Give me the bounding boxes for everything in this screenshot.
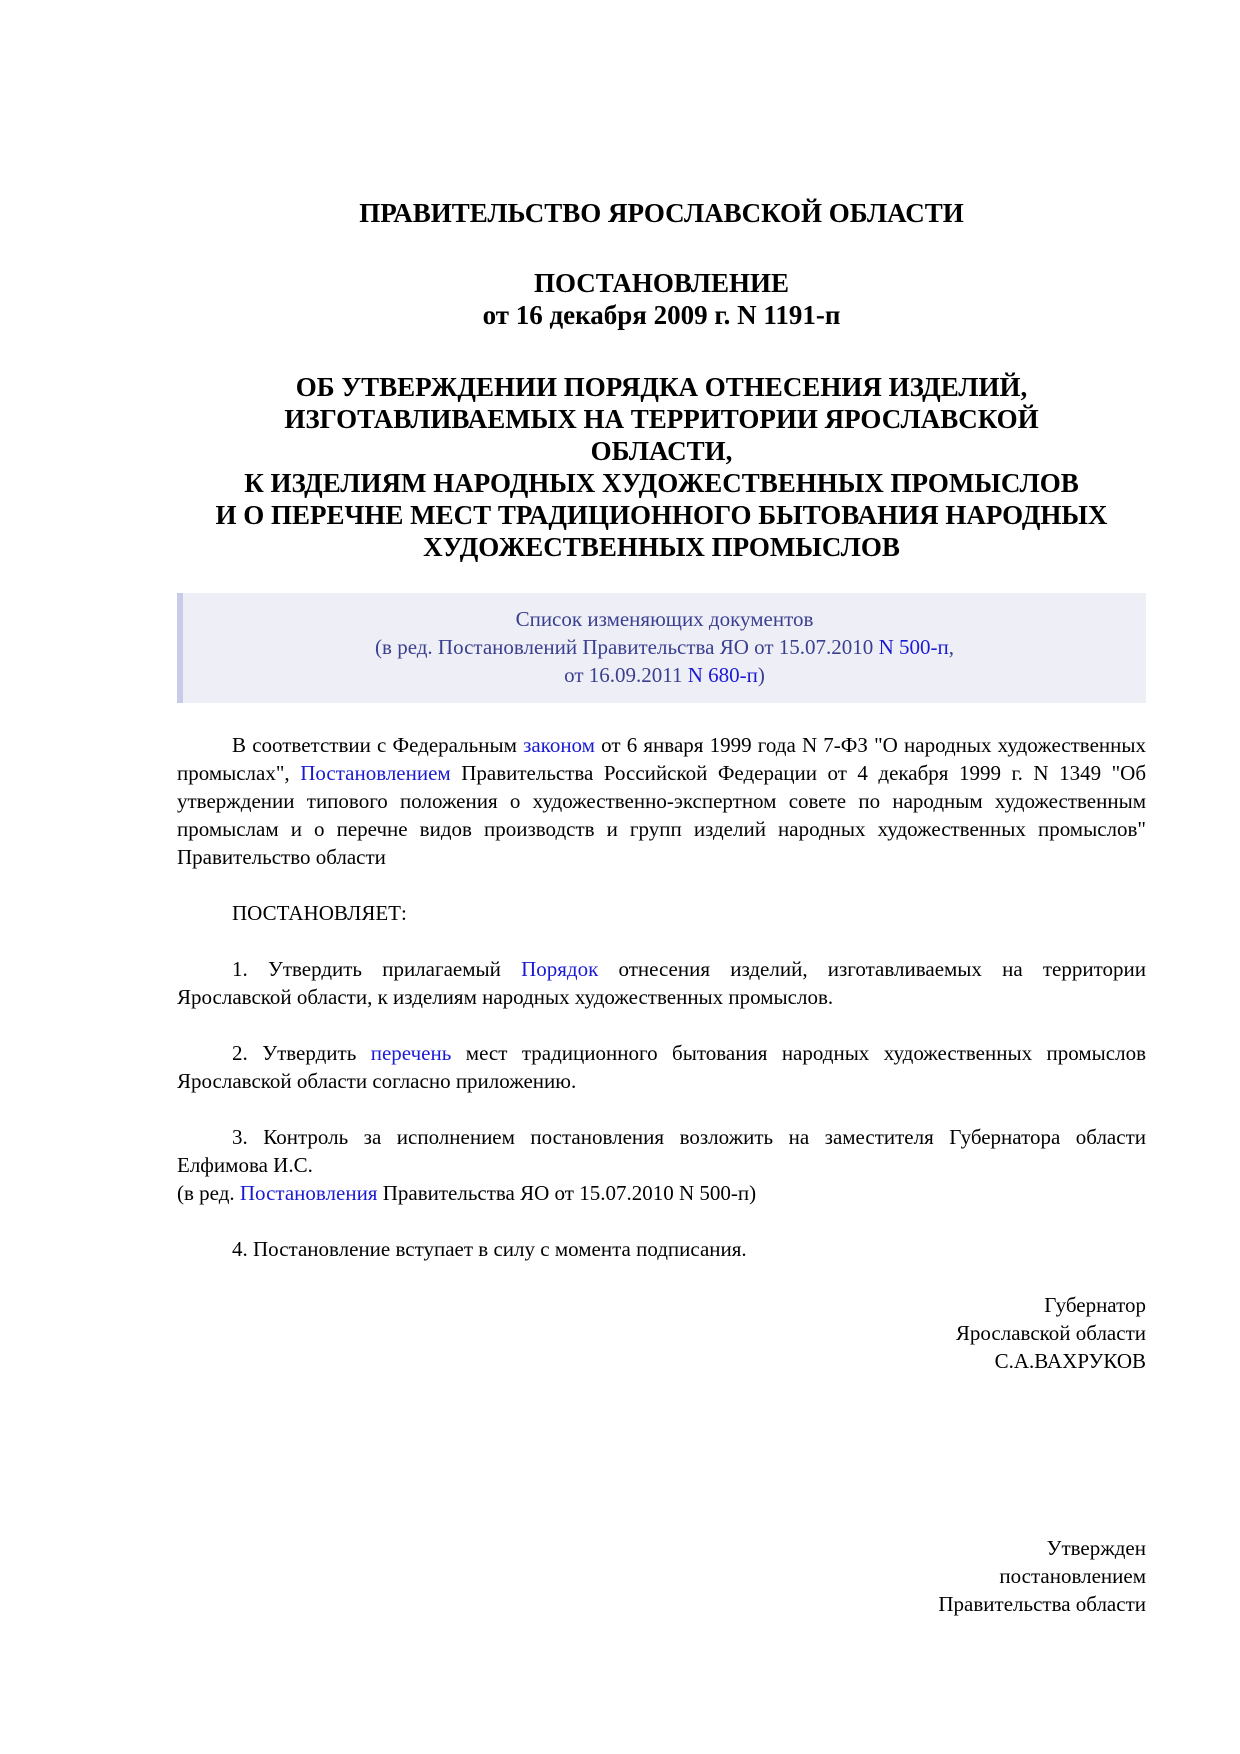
link-procedure[interactable]: Порядок [521,957,599,981]
item-text: 2. Утвердить [232,1041,371,1065]
subject-line: И О ПЕРЕЧНЕ МЕСТ ТРАДИЦИОННОГО БЫТОВАНИЯ НАРОДНЫХ [215,500,1108,530]
subject-line: ОБЛАСТИ, [590,436,733,466]
decree-word: ПОСТАНОВЛЯЕТ: [232,901,407,925]
signatory-position: Губернатор [1044,1293,1146,1317]
decree-item-1 [177,955,1146,1011]
approved-line: постановлением [999,1564,1146,1588]
link-list[interactable]: перечень [370,1041,452,1065]
note-text: (в ред. [177,1181,240,1205]
amending-documents-title: Список изменяющих документов [515,607,814,631]
subject-line: ОБ УТВЕРЖДЕНИИ ПОРЯДКА ОТНЕСЕНИЯ ИЗДЕЛИЙ, [295,372,1028,402]
link-resolution-680[interactable]: N 680-п [687,663,758,687]
amendment-note [177,1179,1146,1207]
subject-line: ХУДОЖЕСТВЕННЫХ ПРОМЫСЛОВ [423,532,900,562]
preamble-paragraph [177,731,1146,871]
amending-text: ) [757,663,765,687]
item-text: 1. Утвердить прилагаемый [232,957,522,981]
link-government-resolution[interactable]: Постановлением [300,761,451,785]
amending-documents-box [177,593,1146,703]
link-amending-resolution[interactable]: Постановления [239,1181,378,1205]
decree-item-2 [177,1039,1146,1095]
subject-line: К ИЗДЕЛИЯМ НАРОДНЫХ ХУДОЖЕСТВЕННЫХ ПРОМЫСЛОВ [244,468,1079,498]
approval-stamp-block [938,1534,1146,1618]
signatory-region: Ярославской области [955,1321,1146,1345]
document-date-number: от 16 декабря 2009 г. N 1191-п [482,300,841,330]
amending-text: (в ред. Постановлений Правительства ЯО от 15.07.2010 [375,635,879,659]
signatory-name: С.А.ВАХРУКОВ [994,1349,1146,1373]
item-text: отнесения изделий, изготавливаемых на территории Ярославской области, к изделиям народных художественных промыслов. [177,957,1146,1009]
preamble-text: В соответствии с Федеральным [232,733,524,757]
link-federal-law[interactable]: законом [523,733,595,757]
document-body [177,731,1146,1263]
link-resolution-500[interactable]: N 500-п [878,635,949,659]
preamble-text: Правительства Российской Федерации от 4 декабря 1999 г. N 1349 "Об утверждении типового положения о художественно-экспертном совете по народным художественным промыслам и о перечне видов производств и групп изделий народных художественных промыслов" Правительство области [177,761,1147,869]
document-type: ПОСТАНОВЛЕНИЕ [533,268,790,298]
item-text: 3. Контроль за исполнением постановления возложить на заместителя Губернатора области Елфимова И.С. [177,1125,1146,1177]
approved-line: Правительства области [938,1592,1146,1616]
amending-text: , [948,635,954,659]
document-header [177,0,1146,563]
amending-documents-line [193,633,1136,661]
item-text: мест традиционного бытования народных художественных промыслов Ярославской области согласно приложению. [177,1041,1146,1093]
document-subject [177,331,1146,563]
organization-title: ПРАВИТЕЛЬСТВО ЯРОСЛАВСКОЙ ОБЛАСТИ [359,198,964,228]
decree-item-4: 4. Постановление вступает в силу с момента подписания. [232,1237,747,1261]
note-text: Правительства ЯО от 15.07.2010 N 500-п) [377,1181,757,1205]
approved-line: Утвержден [1046,1536,1146,1560]
preamble-text: от 6 января 1999 года N 7-ФЗ "О народных художественных промыслах", [177,733,1146,785]
subject-line: ИЗГОТАВЛИВАЕМЫХ НА ТЕРРИТОРИИ ЯРОСЛАВСКОЙ [284,404,1039,434]
amending-documents-line [193,661,1136,689]
signature-block [177,1291,1146,1375]
amending-text: от 16.09.2011 [564,663,688,687]
decree-item-3 [177,1123,1146,1207]
